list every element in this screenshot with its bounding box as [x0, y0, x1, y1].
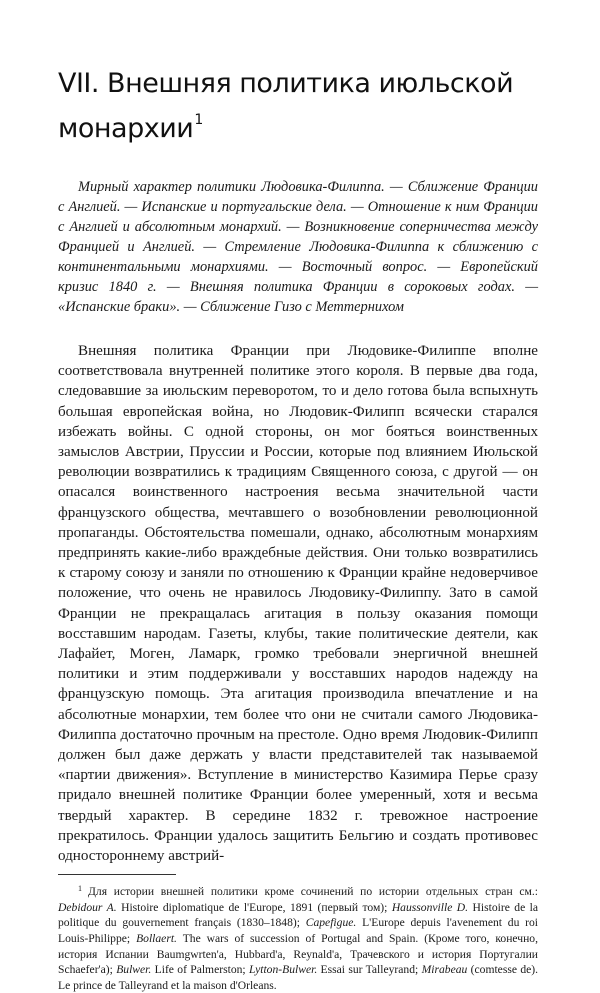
- footnote-divider: [58, 874, 176, 875]
- footnote-work: (comtesse de). Le prince de Talleyrand et la maison d'Orleans.: [58, 963, 539, 992]
- footnote-author: Bulwer.: [116, 963, 152, 977]
- footnote-work: Essai sur Talleyrand;: [320, 963, 419, 977]
- chapter-title: [58, 0, 538, 147]
- footnote-author: Bollaert.: [136, 932, 177, 946]
- footnote-work: Life of Palmerston;: [154, 963, 246, 977]
- footnote-work: Histoire diplomatique de l'Europe, 1891 (первый том);: [121, 900, 388, 914]
- footnote-marker: 1: [78, 884, 82, 894]
- chapter-summary: Мирный характер политики Людовика-Филиппа. — Сближение Франции с Англией. — Испанские и португальские дела. — Отношение к ним Франции с Англией и абсолютным монархий. — Возникновение соперничества между Францией и Англией. — Стремление Людовика-Филиппа к сближению с континентальными монархиями. — Восточный вопрос. — Европейский кризис 1840 г. — Внешняя политика Франции в сороковых годах. — «Испанские браки». — Сближение Гизо с Меттернихом: [58, 179, 538, 315]
- footnote-intro: Для истории внешней политики кроме сочинений по истории отдельных стран см.:: [88, 885, 538, 899]
- body-paragraph: Внешняя политика Франции при Людовике-Филиппе вполне соответствовала внутренней политике этого короля. В первые два года, следовавшие за июльским переворотом, то и дело готова была вспыхнуть большая европейская война, но Людовик-Филипп всячески старался избежать войны. С одной стороны, он мог бояться воинственных замыслов Австрии, Пруссии и России, которые под влиянием Июльской революции возвратились к традициям Священного союза, с другой — он опасался воинственного настроения весьма значительной части французского общества, мечтавшего о возобновлении революционной пропаганды. Обстоятельства помешали, однако, абсолютным монархиям предпринять какие-либо враждебные действия. Они только возвратились к старому союзу и заняли по отношению к Франции крайне недоверчивое положение, что очень не нравилось Людовику-Филиппу. Зато в самой Франции не прекращалась агитация в пользу оказания помощи восставшим народам. Газеты, клубы, такие политические деятели, как Лафайет, Моген, Ламарк, громко требовали энергичной внешней политики и этим поддерживали у восставших народов надежду на французскую помощь. Эта агитация производила впечатление и на абсолютные монархии, тем более что они не считали самого Людовика-Филиппа достаточно прочным на престоле. Одно время Людовик-Филипп должен был даже держать у власти представителей так называемой «партии движения». Вступление в министерство Казимира Перье сразу придало внешней политике Франции более умеренный, хотя и весьма твердый характер. В середине 1832 г. тревожное настроение прекратилось. Франции удалось защитить Бельгию и создать противовес одностороннему австрий-: [58, 343, 538, 865]
- footnote-work: Histoire de la politique du gouvernement français (1830–1848);: [58, 900, 539, 930]
- chapter-title-text: VII. Внешняя политика июльской монархии: [58, 68, 514, 144]
- footnote-author: Lytton-Bulwer.: [248, 963, 318, 977]
- footnote-author: Haussonville D.: [391, 900, 469, 914]
- footnote-author: Debidour A.: [58, 900, 117, 914]
- footnote-reference[interactable]: 1: [194, 112, 203, 128]
- footnote-work: The wars of succession of Portugal and Spain. (Кроме того, конечно, история Испании Baumgwrten'a, Hubbard'a, Reynald'a, Трачевского и история Португалии Schaefer'a);: [58, 932, 538, 977]
- footnote-author: Mirabeau: [421, 963, 468, 977]
- footnote-author: Capefigue.: [305, 916, 357, 930]
- footnote: [58, 881, 538, 993]
- footnote-work: L'Europe depuis l'avenement du roi Louis-Philippe;: [58, 916, 539, 946]
